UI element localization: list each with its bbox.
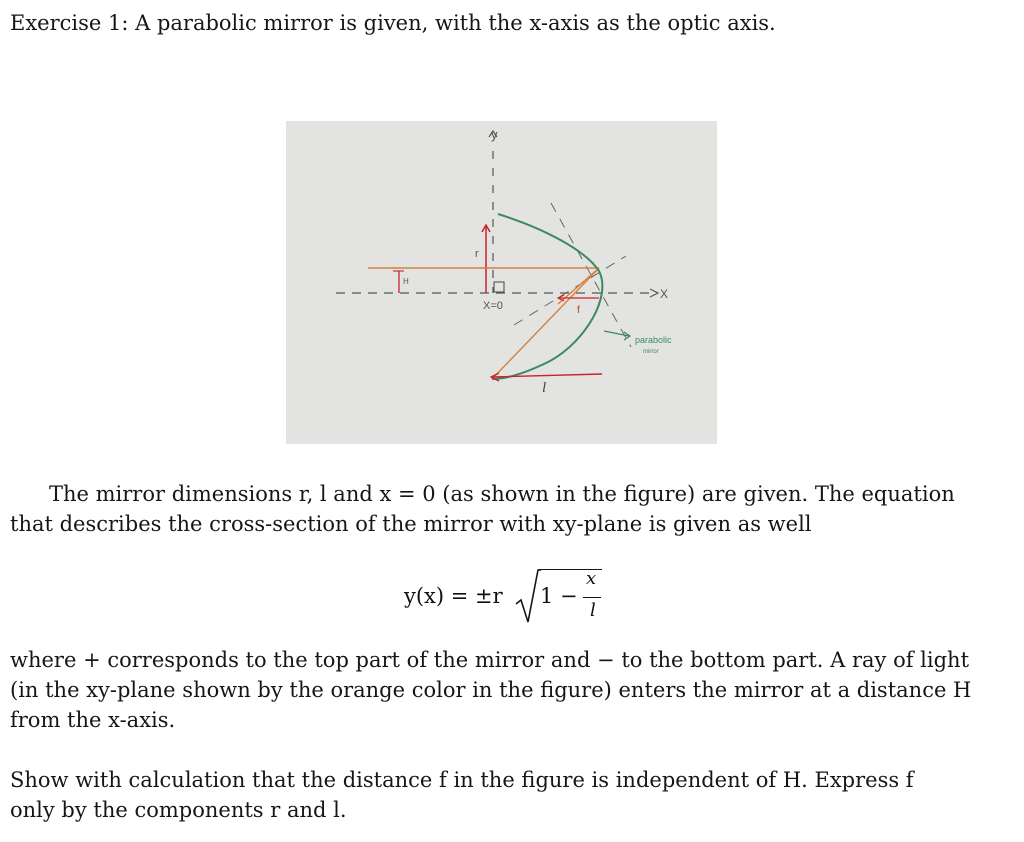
x0-label: X=0 xyxy=(483,300,503,312)
parabolic-mirror-curve xyxy=(492,214,602,379)
equation-numerator: x xyxy=(586,568,597,589)
h-label: H xyxy=(403,277,409,286)
x-axis-label: X xyxy=(660,287,669,301)
x-axis-arrow-icon xyxy=(650,289,658,297)
r-label: r xyxy=(475,248,479,260)
paragraph2-line3: from the x-axis. xyxy=(10,708,176,732)
right-angle-mark xyxy=(494,282,504,292)
mirror-figure-photo xyxy=(286,121,717,444)
fraction-bar xyxy=(583,597,601,598)
l-arrow xyxy=(492,374,602,377)
equation-lhs: y(x) = ±r xyxy=(404,584,503,608)
paragraph1-line1: The mirror dimensions r, l and x = 0 (as shown in the figure) are given. The equation xyxy=(49,482,955,506)
paragraph2-line2: (in the xy-plane shown by the orange color in the figure) enters the mirror at a distance H xyxy=(10,678,972,702)
mirror-label-line1: parabolic xyxy=(635,335,672,345)
paragraph2-line1: where + corresponds to the top part of the mirror and − to the bottom part. A ray of light xyxy=(10,648,970,672)
equation-denominator: l xyxy=(590,600,596,621)
equation-one-minus: 1 − xyxy=(540,584,578,608)
sqrt-sign-icon xyxy=(515,566,541,626)
mirror-figure-drawing xyxy=(286,121,717,444)
y-axis-label: y xyxy=(491,127,498,142)
exercise-title: Exercise 1: A parabolic mirror is given, with the x-axis as the optic axis. xyxy=(10,11,776,35)
f-label: f xyxy=(577,305,580,316)
paragraph3-line1: Show with calculation that the distance f in the figure is independent of H. Express f xyxy=(10,768,914,792)
construction-line-2 xyxy=(514,256,626,325)
mirror-label-line2: mirror xyxy=(643,349,659,355)
paragraph1-line2: that describes the cross-section of the mirror with xy-plane is given as well xyxy=(10,512,812,536)
l-label: l xyxy=(542,380,547,396)
paragraph3-line2: only by the components r and l. xyxy=(10,798,347,822)
